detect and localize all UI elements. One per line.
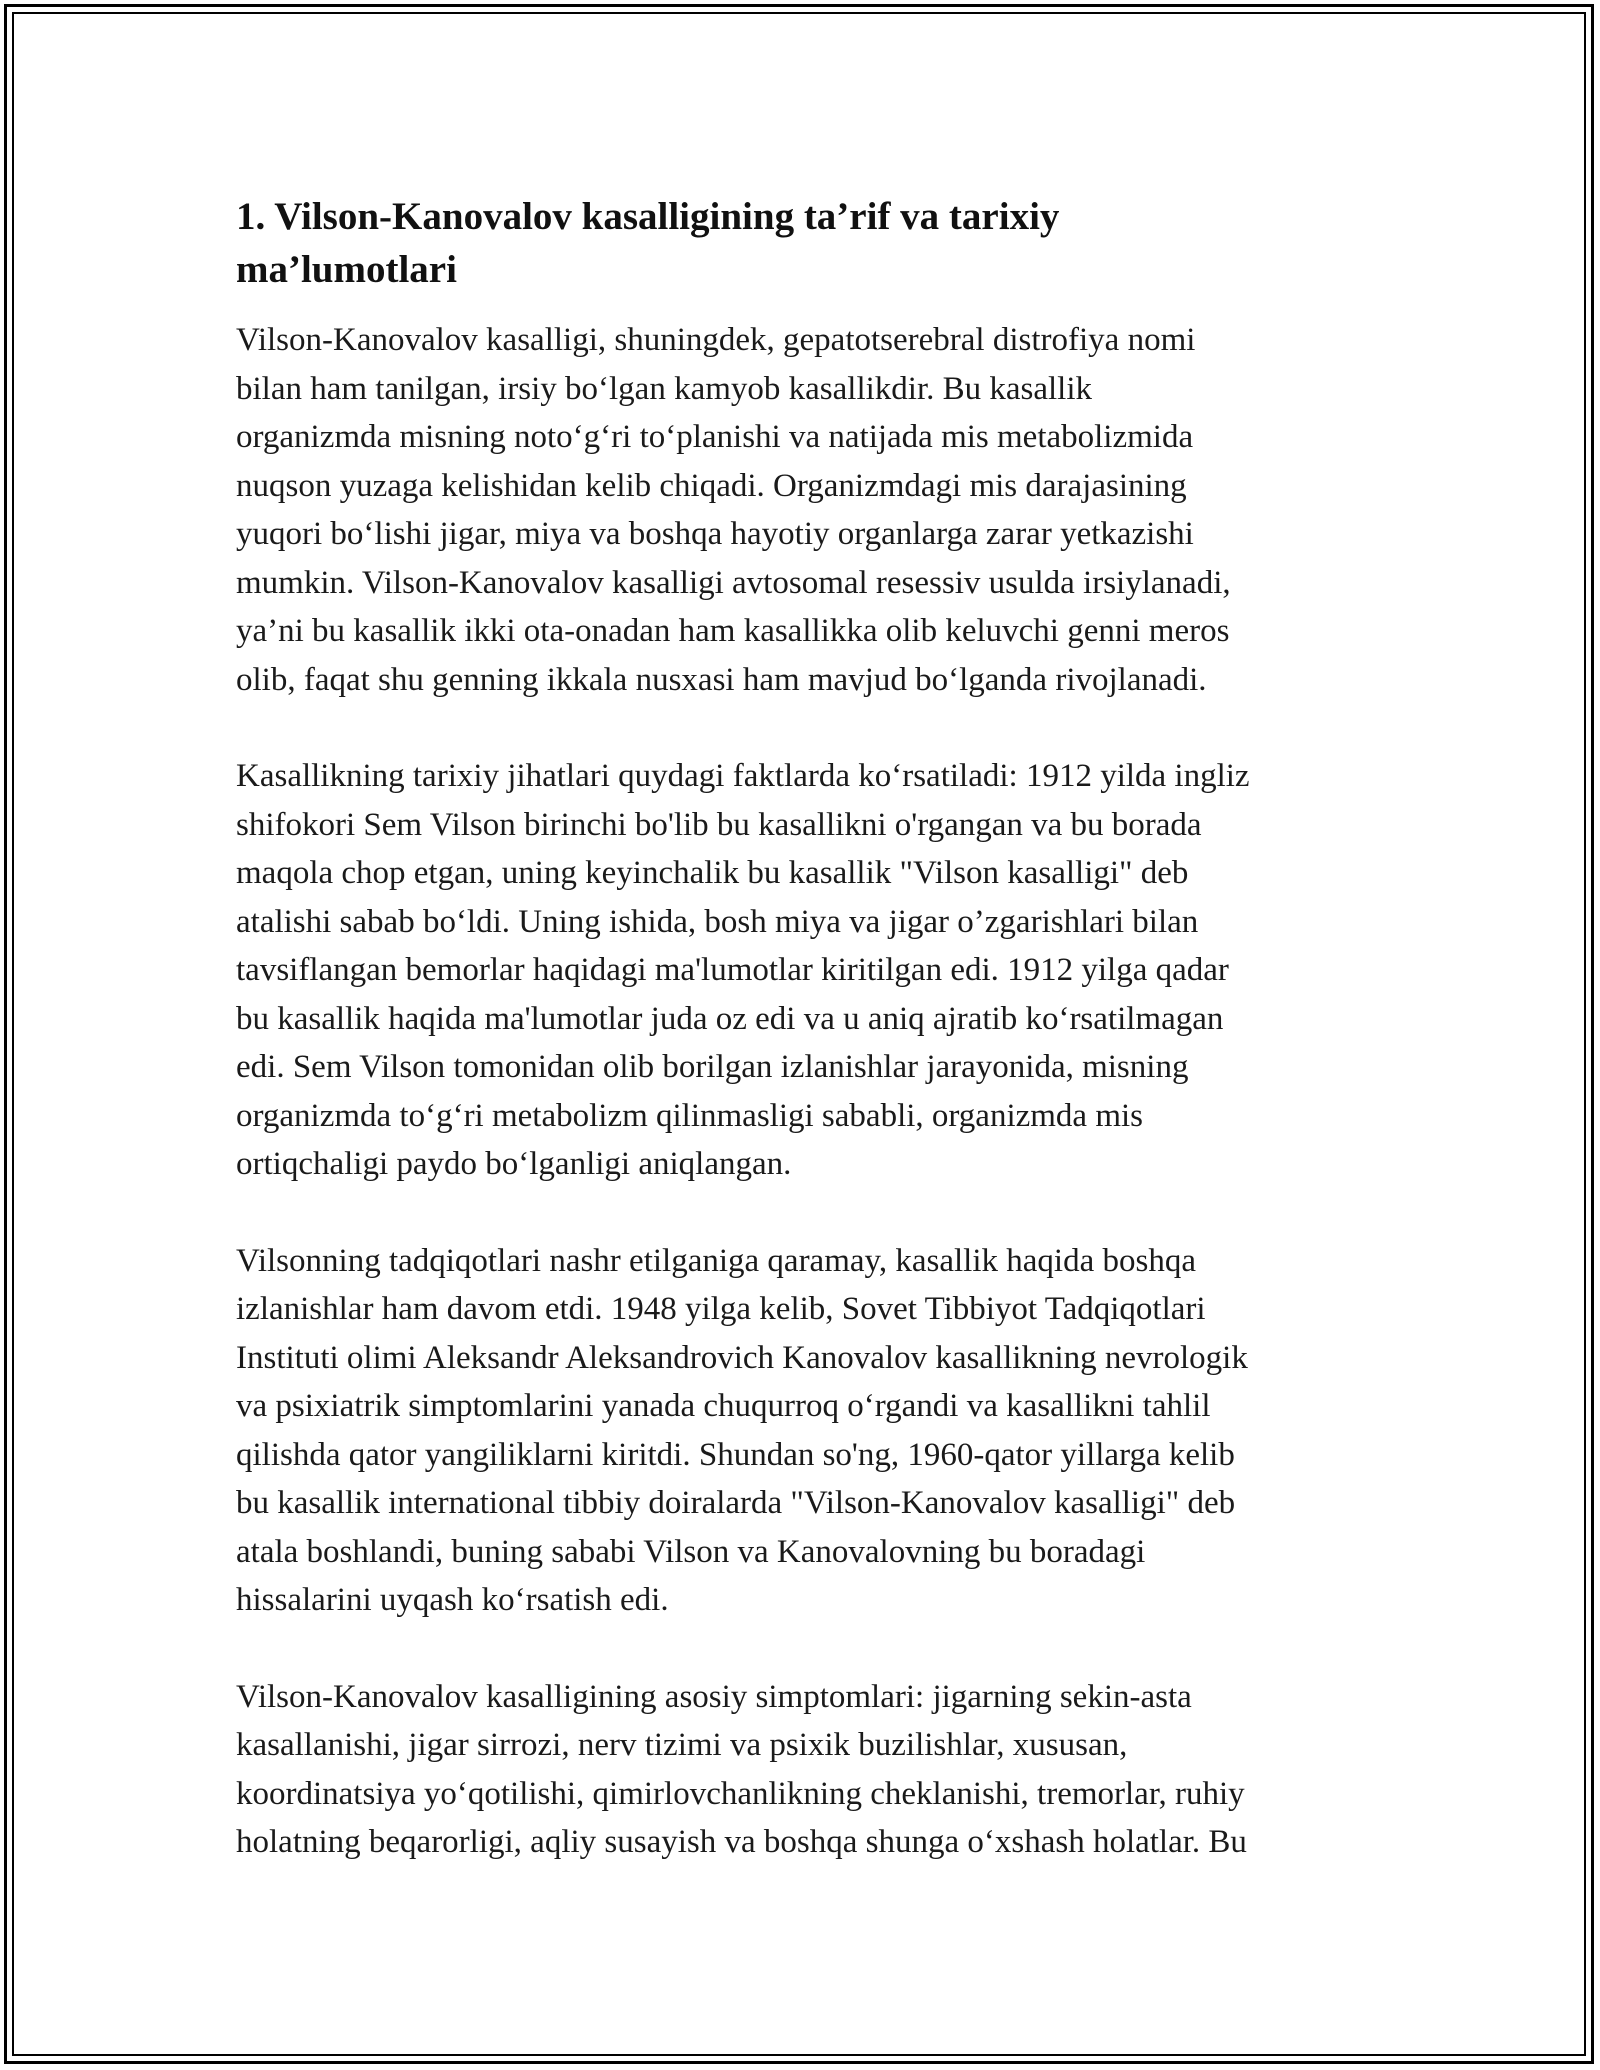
text-line: mumkin. Vilson-Kanovalov kasalligi avtosomal resessiv usulda irsiylanadi, <box>236 564 1231 601</box>
text-line: bilan ham tanilgan, irsiy boʻlgan kamyob kasallikdir. Bu kasallik <box>236 370 1093 407</box>
paragraph <box>236 316 1366 704</box>
text-line: va psixiatrik simptomlarini yanada chuqurroq oʻrgandi va kasallikni tahlil <box>236 1388 1211 1424</box>
text-line: qilishda qator yangiliklarni kiritdi. Shundan so'ng, 1960-qator yillarga kelib <box>236 1436 1235 1473</box>
text-line: Instituti olimi Aleksandr Aleksandrovich Kanovalov kasallikning nevrologik <box>236 1339 1248 1376</box>
heading-line: ma’lumotlari <box>236 248 457 291</box>
text-line: maqola chop etgan, uning keyinchalik bu kasallik "Vilson kasalligi" deb <box>236 855 1189 891</box>
paragraph <box>236 1237 1366 1625</box>
text-line: olib, faqat shu genning ikkala nusxasi ham mavjud boʻlganda rivojlanadi. <box>236 661 1207 698</box>
heading-line: 1. Vilson-Kanovalov kasalligining ta’rif va tarixiy <box>236 195 1060 238</box>
text-line: atala boshlandi, buning sababi Vilson va Kanovalovning bu boradagi <box>236 1533 1146 1570</box>
paragraph <box>236 752 1366 1189</box>
text-line: Kasallikning tarixiy jihatlari quydagi faktlarda koʻrsatiladi: 1912 yilda ingliz <box>236 758 1250 794</box>
text-line: ortiqchaligi paydo boʻlganligi aniqlangan. <box>236 1146 792 1182</box>
text-line: holatning beqarorligi, aqliy susayish va boshqa shunga oʻxshash holatlar. Bu <box>236 1824 1247 1860</box>
text-line: nuqson yuzaga kelishidan kelib chiqadi. Organizmdagi mis darajasining <box>236 467 1187 504</box>
text-line: izlanishlar ham davom etdi. 1948 yilga kelib, Sovet Tibbiyot Tadqiqotlari <box>236 1291 1206 1327</box>
text-line: edi. Sem Vilson tomonidan olib borilgan izlanishlar jarayonida, misning <box>236 1049 1189 1085</box>
text-line: organizmda toʻgʻri metabolizm qilinmasligi sababli, organizmda mis <box>236 1097 1144 1134</box>
text-line: bu kasallik international tibbiy doiralarda "Vilson-Kanovalov kasalligi" deb <box>236 1485 1236 1521</box>
text-line: koordinatsiya yoʻqotilishi, qimirlovchanlikning cheklanishi, tremorlar, ruhiy <box>236 1775 1245 1812</box>
text-line: bu kasallik haqida ma'lumotlar juda oz edi va u aniq ajratib koʻrsatilmagan <box>236 1000 1224 1037</box>
text-line: ya’ni bu kasallik ikki ota-onadan ham kasallikka olib keluvchi genni meros <box>236 613 1230 649</box>
text-line: Vilson-Kanovalov kasalligi, shuningdek, gepatotserebral distrofiya nomi <box>236 322 1196 358</box>
document-body <box>236 190 1366 1915</box>
text-line: atalishi sabab boʻldi. Uning ishida, bosh miya va jigar o’zgarishlari bilan <box>236 903 1199 940</box>
paragraph <box>236 1673 1366 1867</box>
section-heading <box>236 190 1366 296</box>
text-line: Vilsonning tadqiqotlari nashr etilganiga qaramay, kasallik haqida boshqa <box>236 1242 1196 1279</box>
text-line: Vilson-Kanovalov kasalligining asosiy simptomlari: jigarning sekin-asta <box>236 1678 1192 1715</box>
text-line: hissalarini uyqash koʻrsatish edi. <box>236 1582 669 1618</box>
paragraphs-container <box>236 316 1366 1867</box>
text-line: yuqori boʻlishi jigar, miya va boshqa hayotiy organlarga zarar yetkazishi <box>236 516 1194 552</box>
text-line: tavsiflangan bemorlar haqidagi ma'lumotlar kiritilgan edi. 1912 yilga qadar <box>236 952 1229 988</box>
text-line: kasallanishi, jigar sirrozi, nerv tizimi va psixik buzilishlar, xususan, <box>236 1727 1128 1763</box>
text-line: shifokori Sem Vilson birinchi bo'lib bu kasallikni o'rgangan va bu borada <box>236 806 1202 843</box>
text-line: organizmda misning notoʻgʻri toʻplanishi va natijada mis metabolizmida <box>236 419 1194 455</box>
